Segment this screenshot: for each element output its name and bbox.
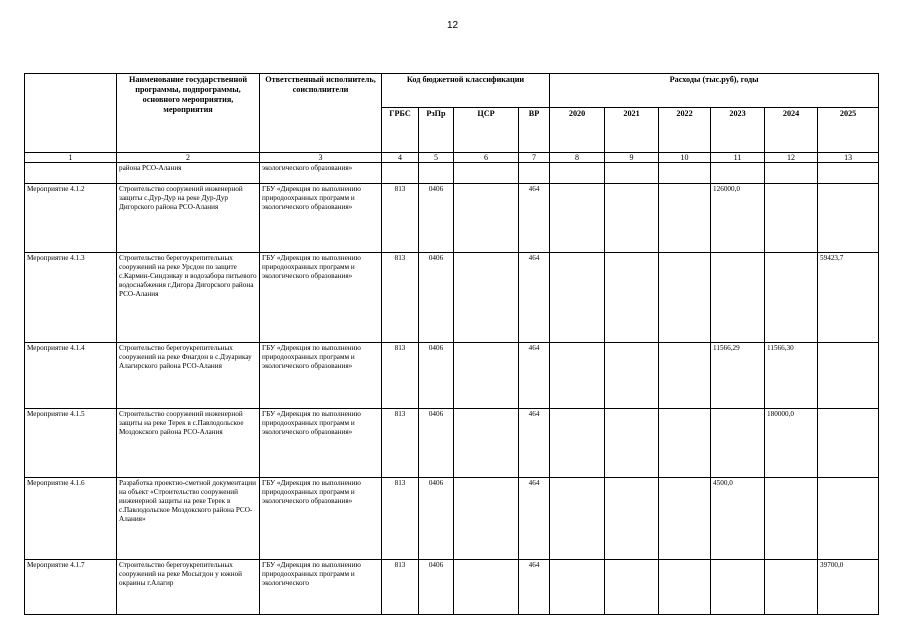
header-year-2021: 2021 <box>605 108 659 153</box>
row-2022 <box>659 252 711 342</box>
header-year-2020: 2020 <box>550 108 605 153</box>
header-bk-code: Код бюджетной классификации <box>382 74 550 108</box>
row-2021 <box>605 342 659 408</box>
table-row <box>25 252 879 342</box>
header-year-2024: 2024 <box>765 108 818 153</box>
header-year-2023: 2023 <box>711 108 765 153</box>
row-2024 <box>765 184 818 253</box>
row-2024 <box>765 478 818 560</box>
row-2024 <box>765 252 818 342</box>
row-grbs: 813 <box>382 252 419 342</box>
row-label: Мероприятие 4.1.5 <box>25 408 117 478</box>
row-2022 <box>659 408 711 478</box>
row-2025 <box>818 163 879 184</box>
row-2021 <box>605 560 659 615</box>
row-2023 <box>711 252 765 342</box>
row-2022 <box>659 184 711 253</box>
col-number: 7 <box>519 153 550 163</box>
table-row <box>25 408 879 478</box>
row-2023: 4500,0 <box>711 478 765 560</box>
row-2023 <box>711 408 765 478</box>
col-number: 12 <box>765 153 818 163</box>
row-2020 <box>550 184 605 253</box>
row-2024: 180000,0 <box>765 408 818 478</box>
header-executor: Ответственный исполнитель, соисполнители <box>260 74 382 153</box>
row-csr <box>454 163 519 184</box>
row-executor: ГБУ «Дирекция по выполнению природоохранных программ и экологического образования» <box>260 184 382 253</box>
row-2020 <box>550 252 605 342</box>
row-grbs <box>382 163 419 184</box>
header-blank <box>25 74 117 153</box>
row-label: Мероприятие 4.1.2 <box>25 184 117 253</box>
col-number: 1 <box>25 153 117 163</box>
row-executor: ГБУ «Дирекция по выполнению природоохранных программ и экологического образования» <box>260 342 382 408</box>
table-row <box>25 184 879 253</box>
row-vr: 464 <box>519 560 550 615</box>
row-executor: экологического образования» <box>260 163 382 184</box>
row-name: района РСО-Алания <box>117 163 260 184</box>
row-rzpr: 0406 <box>419 184 454 253</box>
table-row <box>25 342 879 408</box>
row-rzpr: 0406 <box>419 342 454 408</box>
row-2023 <box>711 163 765 184</box>
col-number: 5 <box>419 153 454 163</box>
row-2022 <box>659 560 711 615</box>
row-2023: 126000,0 <box>711 184 765 253</box>
row-vr: 464 <box>519 342 550 408</box>
row-2023: 11566,29 <box>711 342 765 408</box>
row-name: Строительство сооружений инженерной защиты на реке Терек в с.Павлодольское Моздокского района РСО-Алания <box>117 408 260 478</box>
row-2025 <box>818 342 879 408</box>
row-grbs: 813 <box>382 184 419 253</box>
row-vr: 464 <box>519 184 550 253</box>
row-name: Строительство берегоукрепительных сооружений на реке Мосыгдон у южной окраины г.Алагир <box>117 560 260 615</box>
row-vr: 464 <box>519 408 550 478</box>
row-csr <box>454 184 519 253</box>
row-csr <box>454 252 519 342</box>
row-2024 <box>765 163 818 184</box>
table-row <box>25 163 879 184</box>
row-csr <box>454 342 519 408</box>
row-name: Строительство сооружений инженерной защиты с.Дур-Дур на реке Дур-Дур Дигорского района РСО-Алания <box>117 184 260 253</box>
header-year-2025: 2025 <box>818 108 879 153</box>
col-number: 8 <box>550 153 605 163</box>
row-2021 <box>605 252 659 342</box>
col-number: 2 <box>117 153 260 163</box>
row-2021 <box>605 408 659 478</box>
row-2024 <box>765 560 818 615</box>
row-2020 <box>550 408 605 478</box>
row-label: Мероприятие 4.1.4 <box>25 342 117 408</box>
col-number: 9 <box>605 153 659 163</box>
row-executor: ГБУ «Дирекция по выполнению природоохранных программ и экологического образования» <box>260 408 382 478</box>
header-name: Наименование государственной программы, подпрограммы, основного мероприятия, мероприятия <box>117 74 260 153</box>
col-number: 3 <box>260 153 382 163</box>
row-label <box>25 163 117 184</box>
row-csr <box>454 478 519 560</box>
row-rzpr: 0406 <box>419 408 454 478</box>
row-2025 <box>818 408 879 478</box>
row-2022 <box>659 342 711 408</box>
row-2025 <box>818 184 879 253</box>
row-2020 <box>550 163 605 184</box>
row-2020 <box>550 478 605 560</box>
row-grbs: 813 <box>382 342 419 408</box>
col-number: 11 <box>711 153 765 163</box>
header-year-2022: 2022 <box>659 108 711 153</box>
row-name: Разработка проектно-сметной документации на объект «Строительство сооружений инженерной защиты на реке Терек в с.Павлодольское Моздокского района РСО-Алания» <box>117 478 260 560</box>
header-grbs: ГРБС <box>382 108 419 153</box>
row-2023 <box>711 560 765 615</box>
row-2020 <box>550 560 605 615</box>
row-grbs: 813 <box>382 408 419 478</box>
row-name: Строительство берегоукрепительных сооружений на реке Фиагдон в с.Дзуарикау Алагирского района РСО-Алания <box>117 342 260 408</box>
header-expenses: Расходы (тыс.руб), годы <box>550 74 879 108</box>
header-vr: ВР <box>519 108 550 153</box>
table-row <box>25 560 879 615</box>
row-rzpr: 0406 <box>419 560 454 615</box>
page-number: 12 <box>446 20 459 31</box>
row-vr: 464 <box>519 478 550 560</box>
row-2020 <box>550 342 605 408</box>
header-rzpr: РзПр <box>419 108 454 153</box>
col-number: 13 <box>818 153 879 163</box>
col-number: 10 <box>659 153 711 163</box>
row-grbs: 813 <box>382 478 419 560</box>
budget-table <box>24 73 879 615</box>
row-rzpr: 0406 <box>419 252 454 342</box>
row-2021 <box>605 184 659 253</box>
col-number: 4 <box>382 153 419 163</box>
table-row <box>25 478 879 560</box>
row-grbs: 813 <box>382 560 419 615</box>
row-2025 <box>818 478 879 560</box>
row-label: Мероприятие 4.1.6 <box>25 478 117 560</box>
row-vr <box>519 163 550 184</box>
row-executor: ГБУ «Дирекция по выполнению природоохранных программ и экологического образования» <box>260 252 382 342</box>
row-2025: 39700,0 <box>818 560 879 615</box>
row-rzpr: 0406 <box>419 478 454 560</box>
row-2022 <box>659 478 711 560</box>
row-vr: 464 <box>519 252 550 342</box>
col-number: 6 <box>454 153 519 163</box>
row-executor: ГБУ «Дирекция по выполнению природоохранных программ и экологического <box>260 560 382 615</box>
row-executor: ГБУ «Дирекция по выполнению природоохранных программ и экологического образования» <box>260 478 382 560</box>
row-name: Строительство берегоукрепительных сооружений на реке Урсдон по защите с.Кармин-Синдзикау и водозабора питьевого водоснабжения г.Дигора Дигорского района РСО-Алания <box>117 252 260 342</box>
row-label: Мероприятие 4.1.7 <box>25 560 117 615</box>
header-csr: ЦСР <box>454 108 519 153</box>
row-csr <box>454 560 519 615</box>
row-rzpr <box>419 163 454 184</box>
row-csr <box>454 408 519 478</box>
row-2021 <box>605 478 659 560</box>
row-2021 <box>605 163 659 184</box>
row-2024: 11566,30 <box>765 342 818 408</box>
row-2022 <box>659 163 711 184</box>
row-2025: 59423,7 <box>818 252 879 342</box>
row-label: Мероприятие 4.1.3 <box>25 252 117 342</box>
